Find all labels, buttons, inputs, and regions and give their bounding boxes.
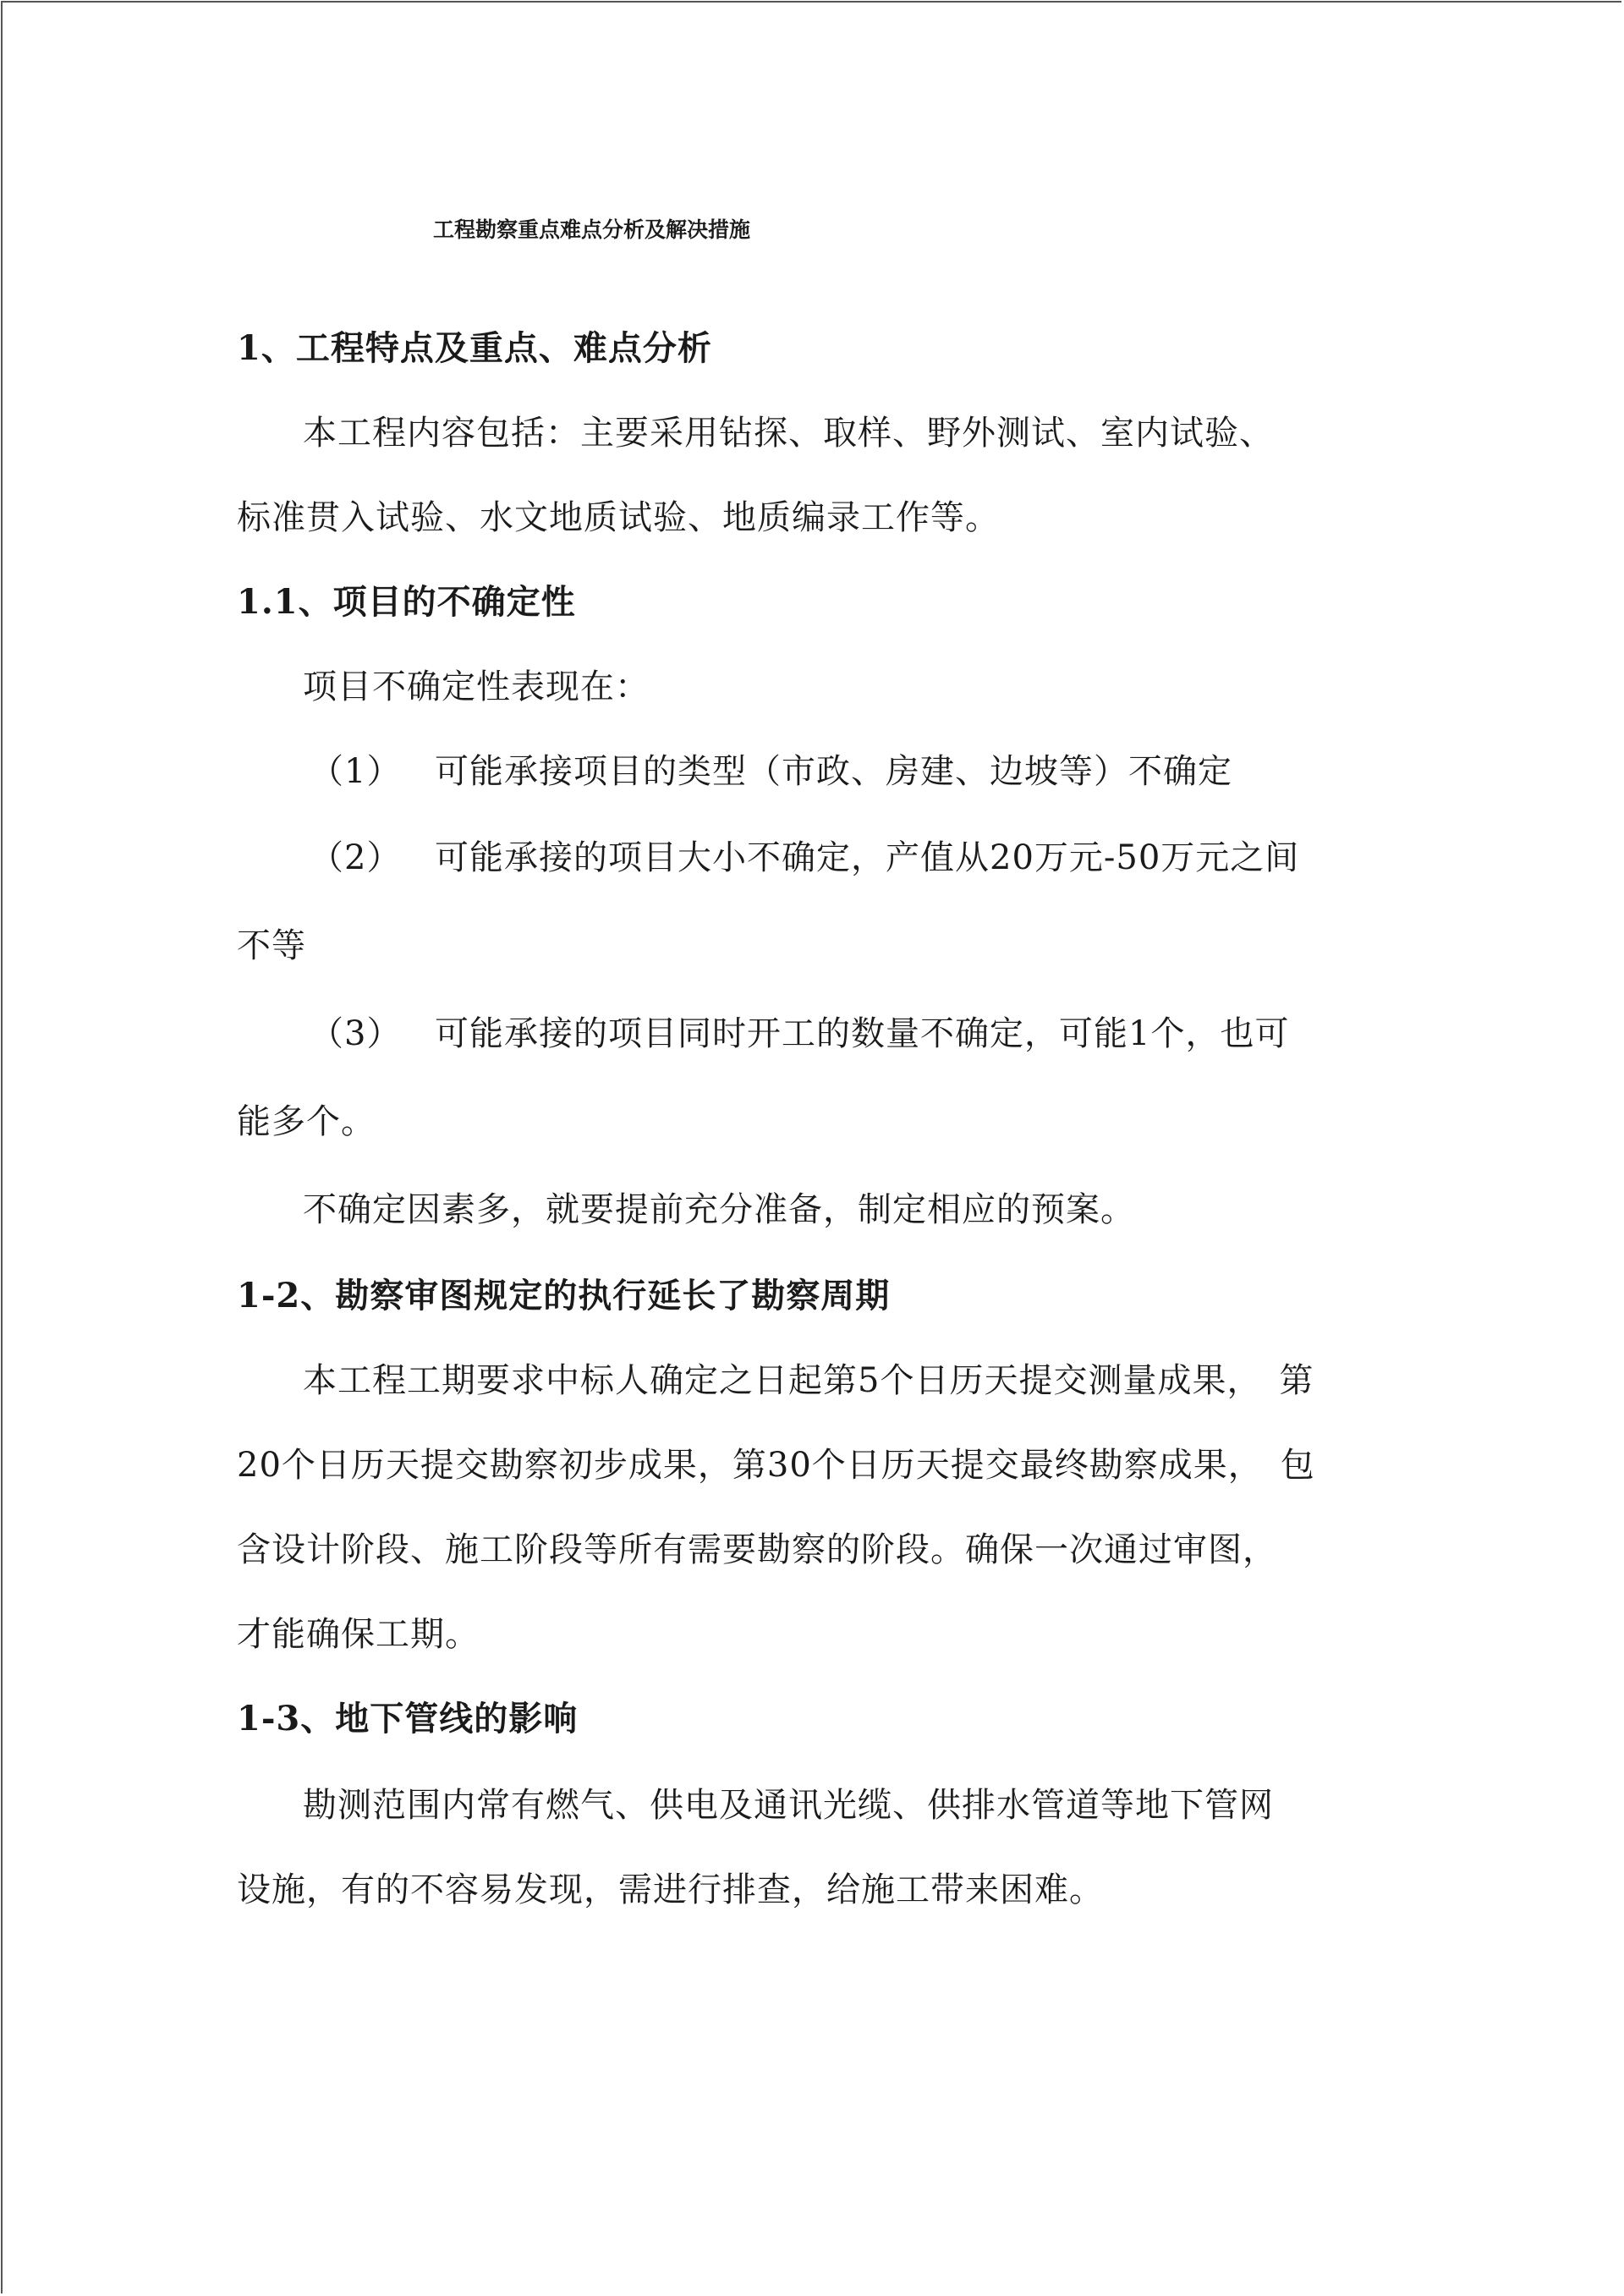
section-1-3-para-line-1: 勘测范围内常有燃气、供电及通讯光缆、供排水管道等地下管网 [303, 1786, 1274, 1825]
section-1-heading: 1、工程特点及重点、难点分析 [237, 328, 712, 368]
section-1-2-para-line-1: 本工程工期要求中标人确定之日起第5个日历天提交测量成果， 第 [303, 1361, 1314, 1400]
item-number: （2） [310, 838, 402, 877]
item-number: （1） [310, 752, 402, 791]
item-text: 可能承接的项目大小不确定，产值从20万元-50万元之间 [435, 838, 1300, 877]
section-1-1-conclusion: 不确定因素多，就要提前充分准备，制定相应的预案。 [303, 1190, 1135, 1229]
section-1-para-line-1: 本工程内容包括：主要采用钻探、取样、野外测试、室内试验、 [303, 414, 1274, 453]
section-1-2-heading: 1-2、勘察审图规定的执行延长了勘察周期 [237, 1276, 891, 1316]
document-title: 工程勘察重点难点分析及解决措施 [433, 217, 751, 242]
section-1-1-intro: 项目不确定性表现在： [303, 667, 650, 706]
section-1-2-para-line-2: 20个日历天提交勘察初步成果，第30个日历天提交最终勘察成果， 包 [237, 1446, 1315, 1485]
section-1-1-heading: 1.1、项目的不确定性 [237, 582, 576, 622]
section-1-2-para-line-4: 才能确保工期。 [237, 1615, 480, 1654]
uncertainty-item-3-continuation: 能多个。 [237, 1102, 376, 1141]
section-1-3-heading: 1-3、地下管线的影响 [237, 1699, 579, 1738]
uncertainty-item-1 [310, 751, 1232, 792]
item-number: （3） [310, 1014, 402, 1053]
uncertainty-item-3 [310, 1013, 1289, 1054]
item-text: 可能承接的项目同时开工的数量不确定，可能1个，也可 [435, 1014, 1290, 1053]
section-1-para-line-2: 标准贯入试验、水文地质试验、地质编录工作等。 [237, 498, 1000, 537]
section-1-3-para-line-2: 设施，有的不容易发现，需进行排查，给施工带来困难。 [237, 1870, 1104, 1909]
section-1-2-para-line-3: 含设计阶段、施工阶段等所有需要勘察的阶段。确保一次通过审图， [237, 1530, 1277, 1569]
item-text: 可能承接项目的类型（市政、房建、边坡等）不确定 [435, 752, 1232, 791]
uncertainty-item-2-continuation: 不等 [237, 926, 306, 965]
uncertainty-item-2 [310, 838, 1299, 878]
